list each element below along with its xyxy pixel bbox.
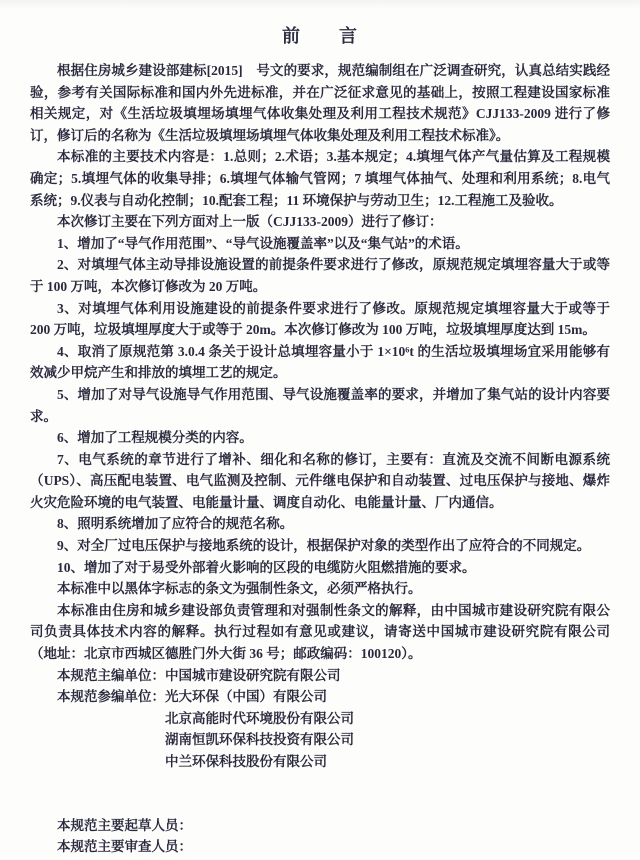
mandatory-provisions-note: 本标准中以黑体字标志的条文为强制性条文，必须严格执行。	[57, 581, 422, 597]
revision-intro-paragraph: 本次修订主要在下列方面对上一版（CJJ133-2009）进行了修订：	[57, 214, 443, 230]
participating-units-label: 本规范参编单位：	[57, 689, 165, 705]
revision-item-10: 10、增加了对于易受外部着火影响的区段的电缆防火阻燃措施的要求。	[57, 559, 476, 575]
revision-item-3: 3、对填埋气体利用设施建设的前提条件要求进行了修改。原规范规定填埋容量大于或等于 200 万吨，垃圾填埋厚度大于或等于 20m。本次修订修改为 100 万吨，垃圾填埋厚度达到 15m。	[30, 300, 610, 338]
revision-item-2: 2、对填埋气体主动导排设施设置的前提条件要求进行了修改，原规范规定填埋容量大于或等于 100 万吨，本次修订修改为 20 万吨。	[30, 257, 610, 294]
participating-unit-4: 中兰环保科技股份有限公司	[165, 754, 327, 769]
chief-editor-line	[30, 665, 610, 687]
page-title: 前 言	[282, 26, 358, 46]
participating-units-line	[30, 686, 610, 708]
revision-item-8: 8、照明系统增加了应符合的规范名称。	[57, 516, 294, 532]
revision-item-5: 5、增加了对导气设施导气作用范围、导气设施覆盖率的要求，并增加了集气站的设计内容要求。	[30, 386, 610, 424]
intro-paragraph: 根据住房城乡建设部建标[2015] 号文的要求，规范编制组在广泛调查研究，认真总结实践经验，参考有关国际标准和国内外先进标准，并在广泛征求意见的基础上，按照工程建设国家标准相关规定，对《生活垃圾填埋场填埋气体收集处理及利用工程技术规范》CJJ133-2009 进行了修订，修订后的名称为《生活垃圾填埋场填埋气体收集处理及利用工程技术标准》。	[30, 63, 610, 143]
revision-item-7: 7、电气系统的章节进行了增补、细化和名称的修订，主要有：直流及交流不间断电源系统（UPS）、高压配电装置、电气监测及控制、元件继电保护和自动装置、过电压保护与接地、爆炸火灾危险环境的电气装置、电能量计量、调度自动化、电能量计量、厂内通信。	[30, 451, 610, 510]
administration-note: 本标准由住房和城乡建设部负责管理和对强制性条文的解释，由中国城市建设研究院有限公司负责具体技术内容的解释。执行过程如有意见或建议，请寄送中国城市建设研究院有限公司（地址：北京市西城区德胜门外大街 36 号；邮政编码：100120）。	[30, 602, 610, 662]
preface-body	[30, 60, 610, 858]
participating-unit-3: 湖南恒凯环保科技投资有限公司	[165, 732, 354, 748]
revision-item-9: 9、对全厂过电压保护与接地系统的设计，根据保护对象的类型作出了应符合的不同规定。	[57, 538, 591, 554]
technical-contents-paragraph: 本标准的主要技术内容是：1.总则；2.术语；3.基本规定；4.填埋气体产气量估算及工程规模确定；5.填埋气体的收集导排；6.填埋气体输气管网；7 填埋气体抽气、处理和利用系统；8.电气系统；9.仪表与自动化控制；10.配套工程；11 环境保护与劳动卫生；12.工程施工及验收。	[30, 149, 610, 208]
drafters-line: 本规范主要起草人员：	[57, 817, 192, 833]
chief-editor-label: 本规范主编单位：	[57, 667, 165, 683]
participating-unit-2: 北京高能时代环境股份有限公司	[165, 710, 354, 726]
revision-item-6: 6、增加了工程规模分类的内容。	[57, 430, 253, 446]
revision-item-1: 1、增加了“导气作用范围”、“导气设施覆盖率”以及“集气站”的术语。	[57, 235, 469, 251]
participating-unit-1: 光大环保（中国）有限公司	[165, 689, 327, 705]
reviewers-line: 本规范主要审查人员：	[57, 839, 192, 855]
chief-editor-unit: 中国城市建设研究院有限公司	[165, 667, 341, 683]
revision-item-4: 4、取消了原规范第 3.0.4 条关于设计总填埋容量小于 1×10⁶t 的生活垃圾填埋场宜采用能够有效减少甲烷产生和排放的填埋工艺的规定。	[30, 343, 610, 381]
